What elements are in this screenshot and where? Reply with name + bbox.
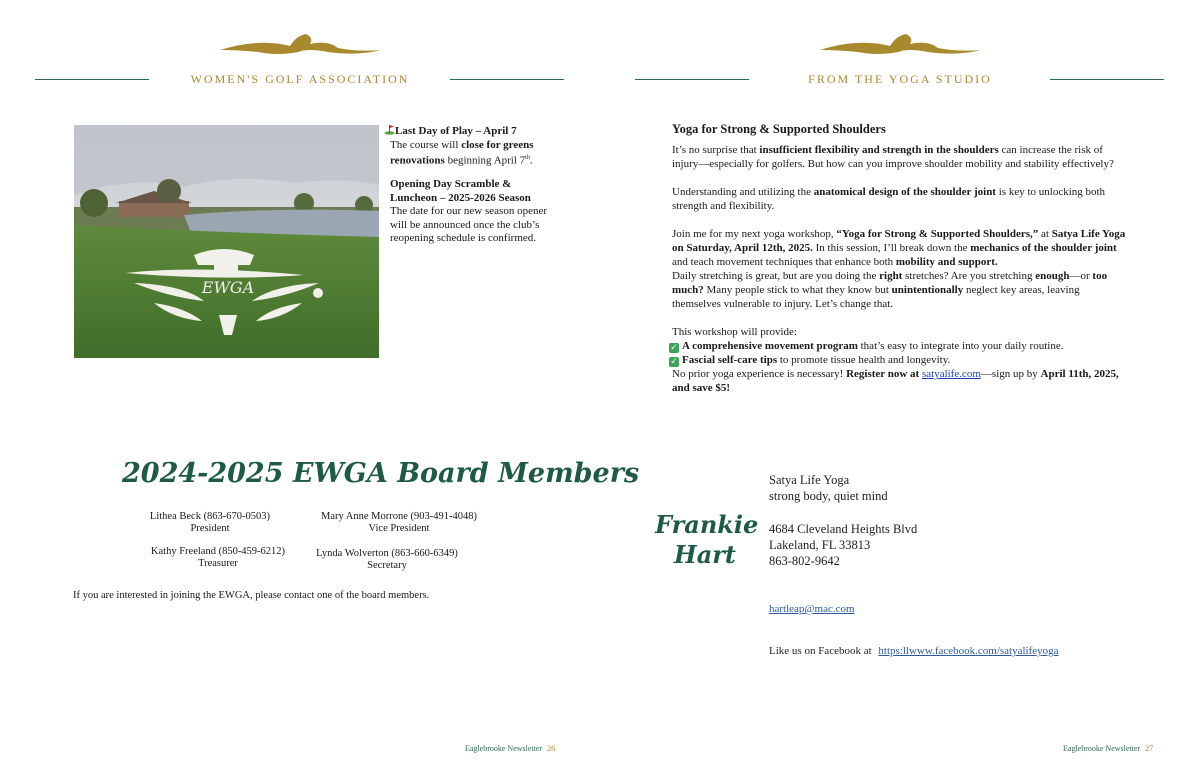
email-link[interactable]: hartleap@mac.com (769, 603, 855, 615)
facebook-line (769, 643, 1059, 659)
board-members-title: 2024-2025 EWGA Board Members (122, 458, 640, 489)
golf-flag-icon (384, 124, 395, 135)
header-rule-right-a (635, 79, 749, 80)
yoga-article (672, 122, 1130, 395)
last-day-text: The course will close for greens renovations beginning April 7th. (390, 138, 534, 167)
section-title: FROM THE YOGA STUDIO (808, 72, 992, 86)
board-member (299, 511, 499, 535)
header-rule-left-a (35, 79, 149, 80)
studio-name: Satya Life Yoga (769, 473, 850, 487)
header-swoosh-ornament-left (218, 30, 383, 58)
member-role: Treasurer (198, 558, 238, 569)
address-line-1: 4684 Cleveland Heights Blvd (769, 522, 918, 536)
member-name: Lynda Wolverton (863-660-6349) (316, 548, 458, 559)
photo-lawn-lettering: EWGA (201, 278, 255, 297)
header-rule-right-b (1050, 79, 1164, 80)
phone-number: 863-802-9642 (769, 554, 840, 568)
page-number: 27 (1145, 744, 1154, 753)
checkmark-icon: ✓ (670, 343, 678, 353)
section-title: WOMEN'S GOLF ASSOCIATION (190, 72, 410, 86)
header-swoosh-ornament-right (818, 30, 983, 58)
news-column (384, 124, 552, 246)
address-line-2: Lakeland, FL 33813 (769, 538, 871, 552)
article-paragraph: This workshop will provide: ✓ A comprehensive movement program that’s easy to integrate into your daily routine. ✓ Fascial self-care tips to promote tissue health and longevity. No prior yoga experience is necessary! Register now at satyalife.com—sign up by April 11th, 2025, and save $5! (670, 326, 1119, 394)
board-member (287, 548, 487, 572)
last-day-title: Last Day of Play – April 7 (384, 124, 552, 139)
opening-day-title: Opening Day Scramble & Luncheon – 2025-2026 Season (390, 178, 531, 204)
checkmark-icon: ✓ (670, 357, 678, 367)
register-link[interactable]: satyalife.com (921, 368, 981, 380)
golf-course-photo (74, 125, 379, 358)
article-title: Yoga for Strong & Supported Shoulders (672, 122, 886, 136)
page-number: 26 (547, 744, 556, 753)
footer-left: Eaglebrooke Newsletter 26 (465, 744, 556, 753)
header-rule-left-b (450, 79, 564, 80)
article-paragraph: It’s no surprise that insufficient flexibility and strength in the shoulders can increase the risk of injury—especially for golfers. But how can you improve shoulder mobility and stability effectively? (672, 144, 1114, 170)
footer-right: Eaglebrooke Newsletter 27 (1063, 744, 1154, 753)
facebook-link[interactable]: https:llwww.facebook.com/satyalifeyoga (878, 645, 1059, 657)
member-name: Kathy Freeland (850-459-6212) (150, 546, 286, 557)
member-role: President (190, 523, 230, 534)
member-name: Mary Anne Morrone (903-491-4048) (320, 511, 477, 522)
article-paragraph: Understanding and utilizing the anatomical design of the shoulder joint is key to unlocking both strength and flexibility. (672, 186, 1106, 212)
signature: Frankie Hart (655, 510, 759, 569)
studio-tagline: strong body, quiet mind (769, 489, 888, 503)
article-paragraph: Join me for my next yoga workshop, “Yoga for Strong & Supported Shoulders,” at Satya Life Yoga on Saturday, April 12th, 2025. In this session, I’ll break down the mechanics of the shoulder joint and teach movement techniques that enhance both mobility and support. Daily stretching is great, but are you doing the right stretches? Are you stretching enough—or too much? Many people stick to what they know but unintentionally neglect key areas, leaving themselves vulnerable to injury. Let’s change that. (672, 228, 1126, 310)
member-name: Lithea Beck (863-670-0503) (149, 511, 271, 522)
member-role: Vice President (368, 523, 430, 534)
opening-day-text: The date for our new season opener will be announced once the club’s reopening schedule is confirmed. (390, 205, 547, 245)
member-role: Secretary (367, 560, 407, 571)
join-note: If you are interested in joining the EWGA, please contact one of the board members. (73, 590, 430, 601)
board-member (110, 511, 310, 535)
facebook-label: Like us on Facebook at (769, 645, 872, 657)
